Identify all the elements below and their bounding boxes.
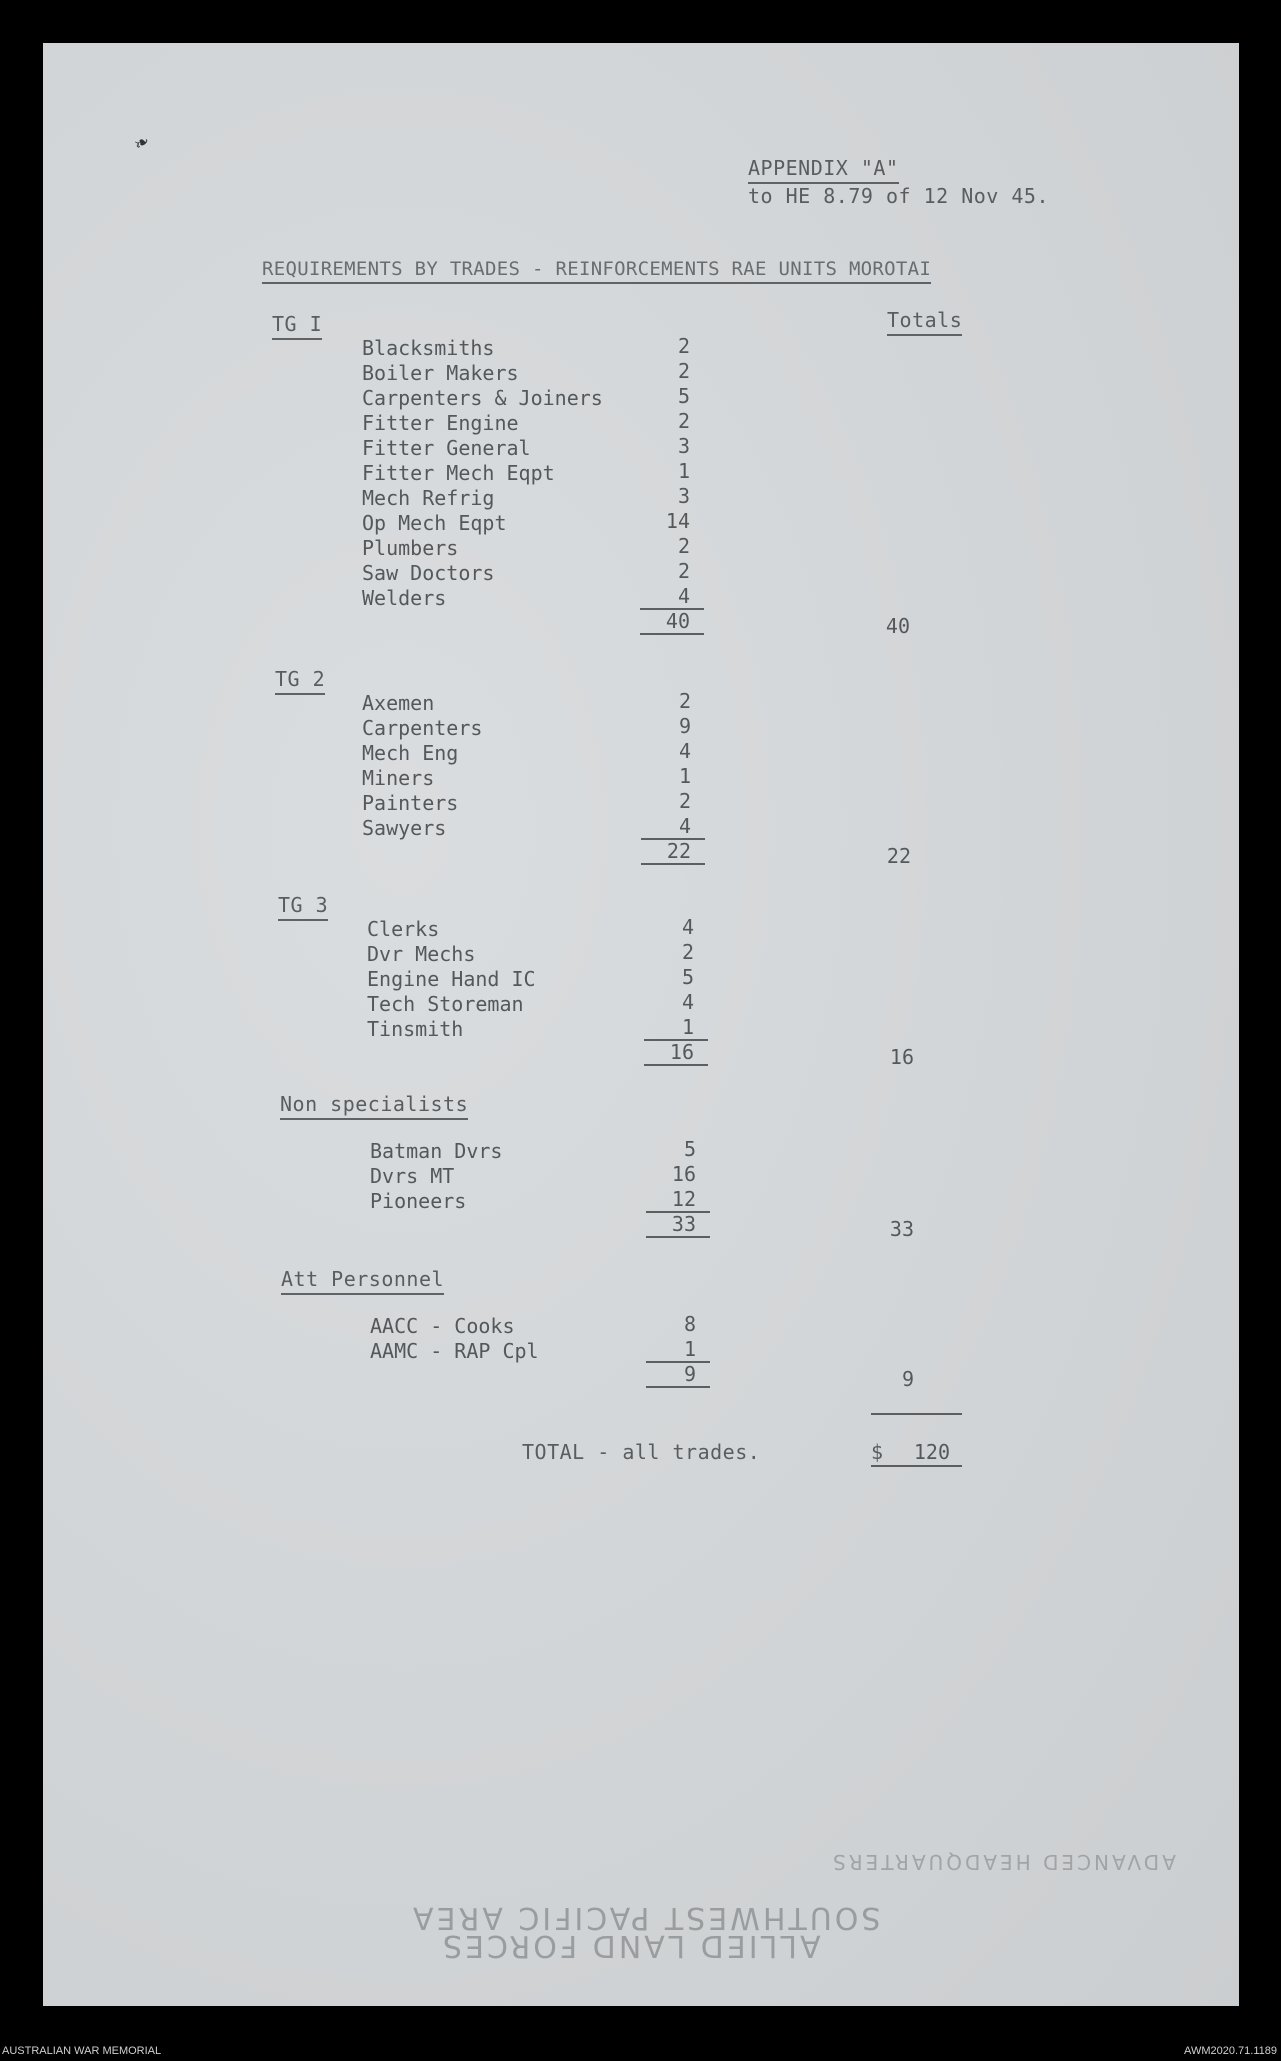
group-total: 33 <box>889 1217 914 1241</box>
group-total: 22 <box>886 844 911 868</box>
trade-count: 4 <box>678 814 691 838</box>
trade-count: 2 <box>677 334 690 358</box>
trade-name: Dvrs MT <box>370 1164 455 1188</box>
trade-count: 1 <box>683 1337 696 1361</box>
trade-name: Batman Dvrs <box>370 1139 503 1163</box>
trade-count: 9 <box>678 714 691 738</box>
trade-name: Painters <box>362 791 459 815</box>
trade-name: Axemen <box>362 691 435 715</box>
trade-count: 2 <box>677 359 690 383</box>
group-total: 16 <box>889 1045 914 1069</box>
subtotal-underline <box>646 1386 710 1388</box>
trade-name: Fitter General <box>362 436 531 460</box>
trade-name: Op Mech Eqpt <box>362 511 507 535</box>
trade-name: AAMC - RAP Cpl <box>370 1339 539 1363</box>
trade-count: 12 <box>671 1187 696 1211</box>
trade-name: Tinsmith <box>367 1017 464 1041</box>
trade-name: Blacksmiths <box>362 336 495 360</box>
trade-count: 2 <box>677 559 690 583</box>
trade-name: Carpenters & Joiners <box>362 386 603 410</box>
footer-left: AUSTRALIAN WAR MEMORIAL <box>2 2045 162 2057</box>
trade-count: 1 <box>677 459 690 483</box>
group-heading: TG I <box>272 312 322 340</box>
trade-name: Clerks <box>367 917 440 941</box>
trade-name: Fitter Engine <box>362 411 519 435</box>
trade-name: Boiler Makers <box>362 361 519 385</box>
trade-name: Dvr Mechs <box>367 942 476 966</box>
trade-count: 2 <box>677 409 690 433</box>
trade-name: Engine Hand IC <box>367 967 536 991</box>
trade-count: 1 <box>681 1015 694 1039</box>
subtotal-value: 22 <box>666 839 691 863</box>
group-heading: Non specialists <box>280 1092 468 1120</box>
group-heading: Att Personnel <box>281 1267 444 1295</box>
trade-name: Tech Storeman <box>367 992 524 1016</box>
subtotal-value: 33 <box>671 1212 696 1236</box>
trade-count: 3 <box>677 484 690 508</box>
document-page <box>43 43 1239 2006</box>
grand-total-underline <box>871 1465 962 1467</box>
appendix-label: APPENDIX "A" <box>748 156 899 184</box>
trade-count: 14 <box>665 509 690 533</box>
subtotal-underline <box>641 863 705 865</box>
subtotal-underline <box>646 1236 710 1238</box>
subtotal-underline <box>640 633 704 635</box>
group-total: 9 <box>901 1367 914 1391</box>
stamp-line-1: ADVANCED HEADQUARTERS <box>830 1850 1176 1874</box>
trade-name: Mech Refrig <box>362 486 495 510</box>
grand-total-value: 120 <box>913 1440 950 1464</box>
trade-count: 4 <box>681 915 694 939</box>
trade-count: 3 <box>677 434 690 458</box>
trade-name: Carpenters <box>362 716 483 740</box>
document-title: REQUIREMENTS BY TRADES - REINFORCEMENTS RAE UNITS MOROTAI <box>262 258 931 284</box>
grand-total-label: TOTAL - all trades. <box>522 1440 761 1464</box>
trade-count: 5 <box>677 384 690 408</box>
trade-name: Miners <box>362 766 435 790</box>
trade-name: Saw Doctors <box>362 561 495 585</box>
group-heading: TG 3 <box>278 893 328 921</box>
group-heading: TG 2 <box>275 667 325 695</box>
subtotal-value: 16 <box>669 1040 694 1064</box>
trade-name: Plumbers <box>362 536 459 560</box>
trade-count: 4 <box>678 739 691 763</box>
trade-count: 16 <box>671 1162 696 1186</box>
trade-name: Mech Eng <box>362 741 459 765</box>
trade-count: 4 <box>681 990 694 1014</box>
totals-header: Totals <box>887 308 962 336</box>
trade-name: Welders <box>362 586 447 610</box>
trade-count: 2 <box>678 689 691 713</box>
subtotal-underline <box>644 1064 708 1066</box>
stamp-line-3: ALLIED LAND FORCES <box>440 1928 821 1963</box>
trade-name: Sawyers <box>362 816 447 840</box>
trade-name: AACC - Cooks <box>370 1314 515 1338</box>
grand-total-rule <box>871 1413 962 1415</box>
grand-total-mark: $ <box>871 1440 884 1464</box>
appendix-reference: to HE 8.79 of 12 Nov 45. <box>748 184 1049 208</box>
trade-count: 4 <box>677 584 690 608</box>
subtotal-value: 9 <box>683 1362 696 1386</box>
trade-count: 8 <box>683 1312 696 1336</box>
subtotal-value: 40 <box>665 609 690 633</box>
stamp-line-2: SOUTHWEST PACIFIC AREA <box>410 1900 881 1935</box>
trade-count: 2 <box>678 789 691 813</box>
trade-count: 2 <box>681 940 694 964</box>
trade-name: Pioneers <box>370 1189 467 1213</box>
ink-mark: ❧ <box>129 128 154 157</box>
trade-count: 5 <box>681 965 694 989</box>
trade-count: 1 <box>678 764 691 788</box>
trade-count: 2 <box>677 534 690 558</box>
trade-count: 5 <box>683 1137 696 1161</box>
group-total: 40 <box>885 614 910 638</box>
trade-name: Fitter Mech Eqpt <box>362 461 555 485</box>
footer-right: AWM2020.71.1189 <box>1184 2045 1277 2057</box>
